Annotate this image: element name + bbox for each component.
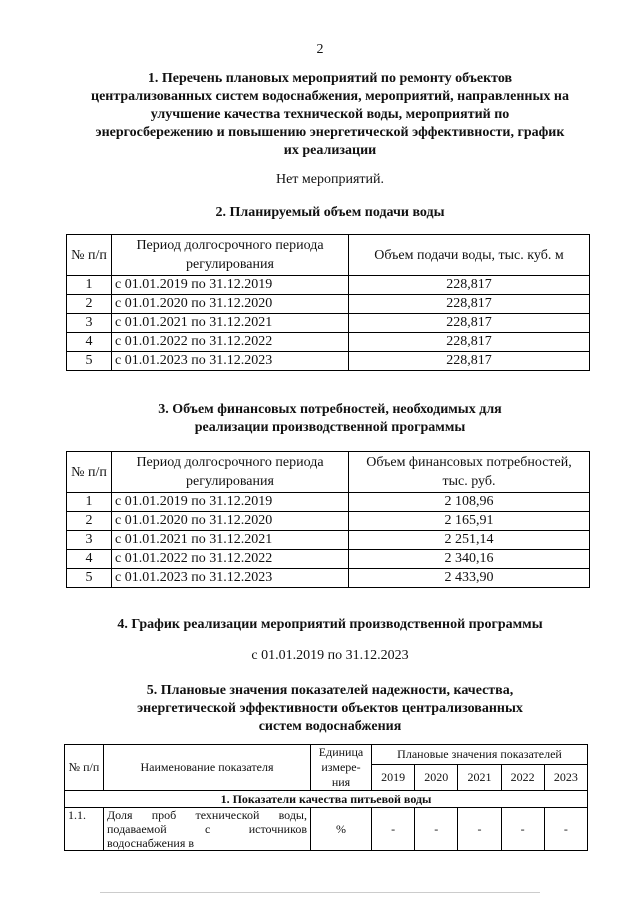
row-value: - xyxy=(544,808,587,851)
table-row xyxy=(67,276,590,295)
section5-title xyxy=(60,682,600,736)
row-number: 2 xyxy=(67,295,112,314)
page-number: 2 xyxy=(316,42,324,57)
row-period: с 01.01.2020 по 31.12.2020 xyxy=(112,295,349,314)
section3-title-line: 3. Объем финансовых потребностей, необходимых для xyxy=(158,402,502,417)
row-period: с 01.01.2021 по 31.12.2021 xyxy=(112,531,349,550)
row-period: с 01.01.2023 по 31.12.2023 xyxy=(112,352,349,371)
row-value: 228,817 xyxy=(349,333,590,352)
row-value: - xyxy=(415,808,458,851)
col-header-period: Период долгосрочного периода регулирования xyxy=(112,452,349,493)
row-value: 2 433,90 xyxy=(349,569,590,588)
table-row xyxy=(67,531,590,550)
section1-title-line: улучшение качества технической воды, мероприятий по xyxy=(150,107,510,122)
table-row xyxy=(65,808,588,851)
section5-title-line: систем водоснабжения xyxy=(258,719,402,734)
water-volume-table xyxy=(66,234,590,371)
section4-title: 4. График реализации мероприятий производственной программы xyxy=(117,617,543,632)
col-header-plan: Плановые значения показателей xyxy=(372,745,588,765)
section1-title-line: их реализации xyxy=(283,143,377,158)
col-header-unit: Единица измере-ния xyxy=(311,745,372,791)
row-value: - xyxy=(372,808,415,851)
group-label: 1. Показатели качества питьевой воды xyxy=(65,791,588,808)
section4-period: с 01.01.2019 по 31.12.2023 xyxy=(251,648,409,663)
row-number: 2 xyxy=(67,512,112,531)
row-value: 228,817 xyxy=(349,314,590,333)
row-value: - xyxy=(501,808,544,851)
row-value: 228,817 xyxy=(349,295,590,314)
row-period: с 01.01.2022 по 31.12.2022 xyxy=(112,333,349,352)
row-period: с 01.01.2020 по 31.12.2020 xyxy=(112,512,349,531)
row-number: 1.1. xyxy=(65,808,104,851)
indicators-table xyxy=(64,744,588,851)
row-value: 228,817 xyxy=(349,352,590,371)
row-unit: % xyxy=(311,808,372,851)
row-number: 3 xyxy=(67,314,112,333)
row-value: 2 340,16 xyxy=(349,550,590,569)
table-row xyxy=(67,314,590,333)
col-header-number: № п/п xyxy=(65,745,104,791)
col-header-year: 2023 xyxy=(544,764,587,790)
col-header-volume: Объем подачи воды, тыс. куб. м xyxy=(349,235,590,276)
col-header-year: 2022 xyxy=(501,764,544,790)
row-period: с 01.01.2019 по 31.12.2019 xyxy=(112,276,349,295)
col-header-number: № п/п xyxy=(67,235,112,276)
row-value: 228,817 xyxy=(349,276,590,295)
col-header-year: 2021 xyxy=(458,764,501,790)
table-row xyxy=(67,493,590,512)
section5-title-line: 5. Плановые значения показателей надежности, качества, xyxy=(146,683,514,698)
col-header-year: 2020 xyxy=(415,764,458,790)
section1-title-line: энергосбережению и повышению энергетической эффективности, график xyxy=(95,125,565,140)
table-row xyxy=(67,512,590,531)
table-row xyxy=(67,295,590,314)
section2-title: 2. Планируемый объем подачи воды xyxy=(215,205,445,220)
scan-artifact-line xyxy=(100,892,540,893)
section1-title xyxy=(60,70,600,160)
col-header-name: Наименование показателя xyxy=(104,745,311,791)
table-row xyxy=(67,352,590,371)
row-period: с 01.01.2022 по 31.12.2022 xyxy=(112,550,349,569)
row-value: 2 165,91 xyxy=(349,512,590,531)
row-number: 1 xyxy=(67,493,112,512)
row-value: 2 108,96 xyxy=(349,493,590,512)
table-header-row xyxy=(67,452,590,493)
section3-title xyxy=(60,401,600,437)
table-group-row xyxy=(65,791,588,808)
row-number: 3 xyxy=(67,531,112,550)
financial-needs-table xyxy=(66,451,590,588)
row-number: 5 xyxy=(67,352,112,371)
row-period: с 01.01.2023 по 31.12.2023 xyxy=(112,569,349,588)
row-number: 1 xyxy=(67,276,112,295)
row-value: - xyxy=(458,808,501,851)
col-header-number: № п/п xyxy=(67,452,112,493)
row-name: Доля проб технической воды, подаваемой с источников водоснабжения в xyxy=(104,808,311,851)
row-number: 4 xyxy=(67,550,112,569)
table-header-row xyxy=(67,235,590,276)
row-number: 5 xyxy=(67,569,112,588)
row-period: с 01.01.2021 по 31.12.2021 xyxy=(112,314,349,333)
row-value: 2 251,14 xyxy=(349,531,590,550)
table-row xyxy=(67,569,590,588)
row-number: 4 xyxy=(67,333,112,352)
section1-title-line: централизованных систем водоснабжения, мероприятий, направленных на xyxy=(91,89,569,104)
table-row xyxy=(67,333,590,352)
section1-title-line: 1. Перечень плановых мероприятий по ремонту объектов xyxy=(147,71,513,86)
section3-title-line: реализации производственной программы xyxy=(194,420,466,435)
table-row xyxy=(67,550,590,569)
col-header-period: Период долгосрочного периода регулирования xyxy=(112,235,349,276)
table-header-row xyxy=(65,745,588,765)
col-header-finance: Объем финансовых потребностей, тыс. руб. xyxy=(349,452,590,493)
col-header-year: 2019 xyxy=(372,764,415,790)
section1-note: Нет мероприятий. xyxy=(275,172,385,187)
section5-title-line: энергетической эффективности объектов централизованных xyxy=(137,701,523,716)
row-period: с 01.01.2019 по 31.12.2019 xyxy=(112,493,349,512)
